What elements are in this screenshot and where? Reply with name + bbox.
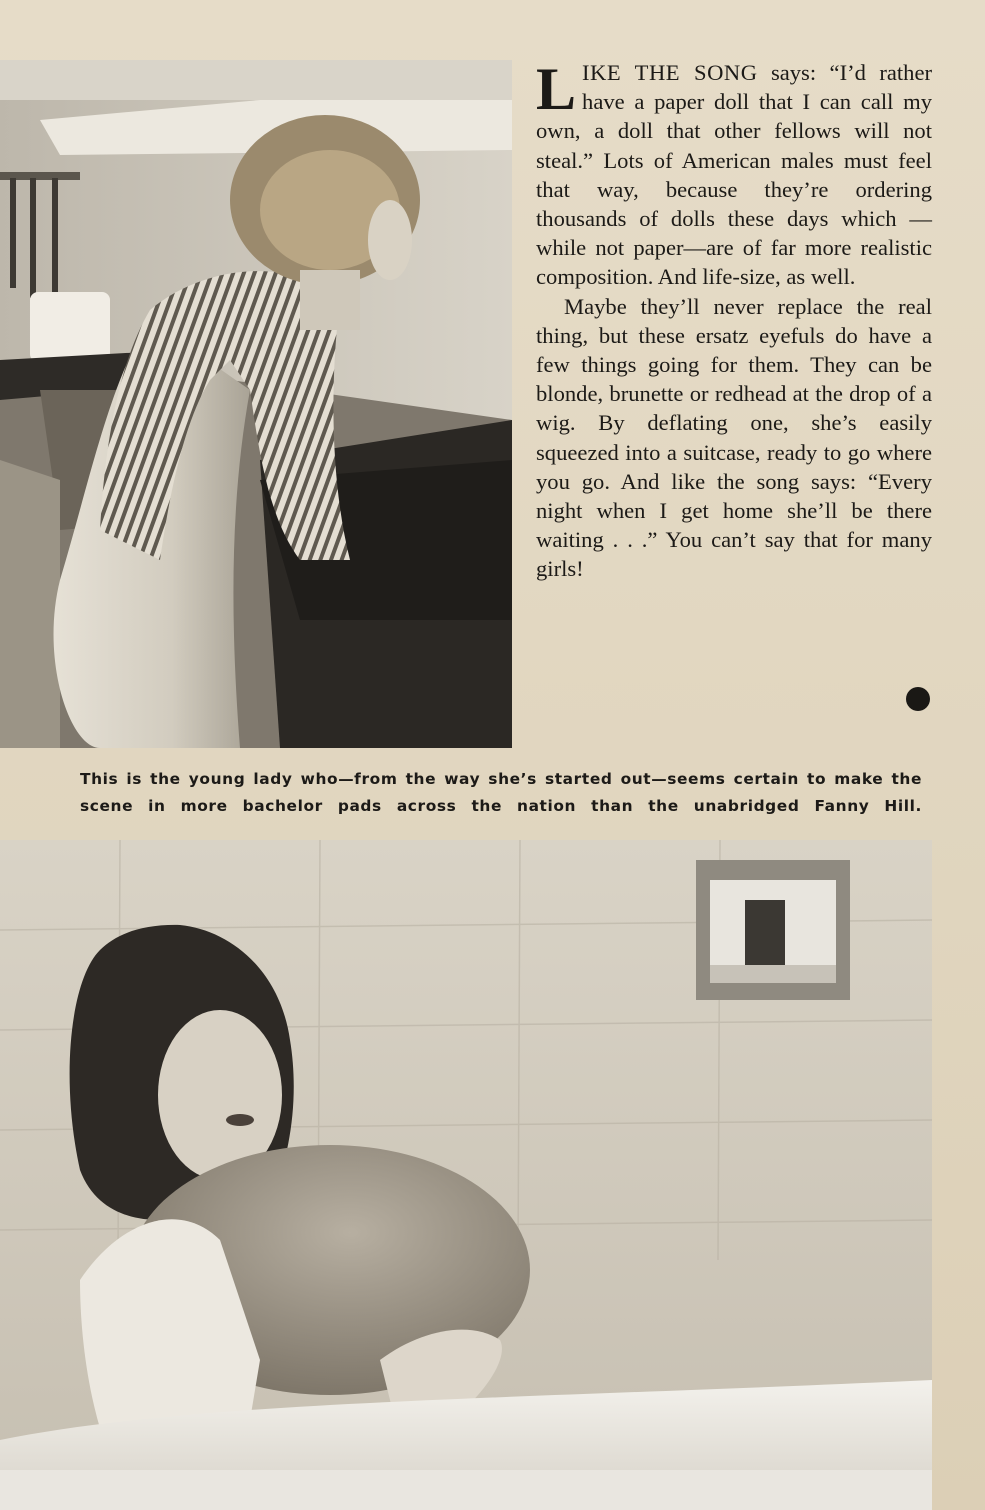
article-body — [536, 58, 932, 584]
drop-cap: L — [536, 56, 577, 122]
lead-in: IKE THE SONG — [582, 60, 758, 85]
bathtub-doll-photo — [0, 840, 932, 1510]
end-mark-bullet — [906, 687, 930, 711]
article-paragraph-2: Maybe they’ll never replace the real thing, but these ersatz eyefuls do have a few things going for them. They can be blonde, brunette or redhead at the drop of a wig. By deflating one, she’s easily squeezed into a suitcase, ready to go where you go. And like the song says: “Every night when I get home she’ll be there waiting . . .” You can’t say that for many girls! — [536, 293, 932, 582]
paragraph-1-text: says: “I’d rather have a paper doll that I can call my own, a doll that other fellows will not steal.” Lots of American males must feel that way, because they’re ordering thousands of dolls these days which —while not paper—are of far more realistic composition. And life-size, as well. — [536, 60, 933, 290]
kitchen-doll-photo — [0, 60, 512, 748]
article-paragraph-1 — [536, 58, 932, 292]
photo-caption: This is the young lady who—from the way she’s started out—seems certain to make the scene in more bachelor pads across the nation than the unabridged Fanny Hill. — [80, 770, 922, 815]
